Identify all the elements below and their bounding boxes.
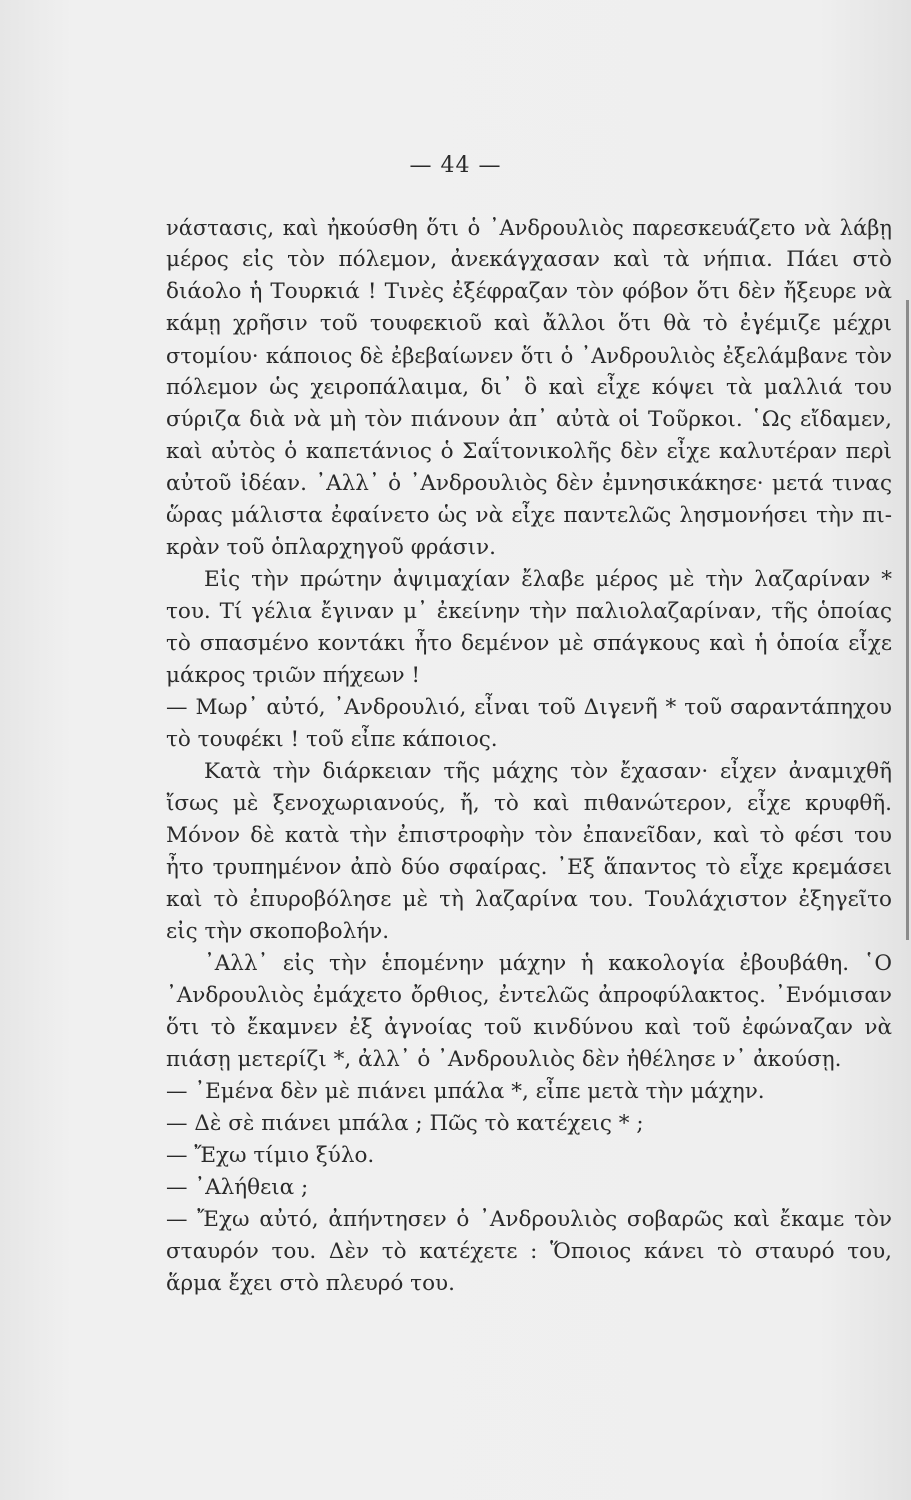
page-number: — 44 — [409, 153, 502, 178]
paragraph-start-line: Εἰς τὴν πρώτην ἀψιμαχίαν ἔλαβε μέρος μὲ τὴν λαζαρίναν * [204, 567, 892, 592]
text-line: ἴσως μὲ ξενοχωριανούς, ἤ, τὸ καὶ πιθανώτερον, εἶχε κρυφθῆ. [166, 791, 892, 816]
text-line: μέρος εἰς τὸν πόλεμον, ἀνεκάγχασαν καὶ τὰ νήπια. Πάει στὸ [166, 247, 892, 272]
text-line: ὅτι τὸ ἔκαμνεν ἐξ ἀγνοίας τοῦ κινδύνου καὶ τοῦ ἐφώναζαν νὰ [166, 1015, 892, 1040]
text-line: καὶ τὸ ἐπυροβόλησε μὲ τὴ λαζαρίνα του. Τουλάχιστον ἐξηγεῖτο [166, 887, 892, 912]
text-line: πιάσῃ μετερίζι *, ἀλλ᾿ ὁ ᾿Ανδρουλιὸς δὲν ἠθέλησε ν᾿ ἀκούσῃ. [166, 1047, 842, 1072]
text-line: τὸ σπασμένο κοντάκι ἦτο δεμένον μὲ σπάγκους καὶ ἡ ὁποία εἶχε [166, 631, 892, 656]
text-line: εἰς τὴν σκοποβολήν. [166, 919, 390, 944]
dialogue-line: — Δὲ σὲ πιάνει μπάλα ; Πῶς τὸ κατέχεις * ; [166, 1111, 644, 1136]
paragraph-start-line: ᾿Αλλ᾿ εἰς τὴν ἑπομένην μάχην ἡ κακολογία ἐβουβάθη. ῾Ο [204, 951, 892, 976]
text-line: μάκρος τριῶν πήχεων ! [166, 663, 421, 688]
page-edge-shadow [906, 300, 909, 940]
text-line: του. Τί γέλια ἔγιναν μ᾿ ἐκείνην τὴν παλιολαζαρίναν, τῆς ὁποίας [166, 599, 892, 624]
text-line: πόλεμον ὡς χειροπάλαιμα, δι᾿ ὃ καὶ εἶχε κόψει τὰ μαλλιά του [166, 375, 892, 400]
text-line: νάστασις, καὶ ἠκούσθη ὅτι ὁ ᾿Ανδρουλιὸς παρεσκευάζετο νὰ λάβῃ [166, 216, 892, 240]
dialogue-line: — ᾿Εμένα δὲν μὲ πιάνει μπάλα *, εἶπε μετὰ τὴν μάχην. [166, 1079, 765, 1104]
paragraph-start-line: Κατὰ τὴν διάρκειαν τῆς μάχης τὸν ἔχασαν· εἶχεν ἀναμιχθῆ [204, 759, 892, 784]
text-line: καὶ αὐτὸς ὁ καπετάνιος ὁ Σαΐτονικολῆς δὲν εἶχε καλυτέραν περὶ [166, 439, 892, 464]
text-line: ἦτο τρυπημένον ἀπὸ δύο σφαίρας. ᾿Εξ ἅπαντος τὸ εἶχε κρεμάσει [166, 855, 892, 880]
text-line: κρὰν τοῦ ὁπλαρχηγοῦ φράσιν. [166, 535, 496, 560]
text-line: τὸ τουφέκι ! τοῦ εἶπε κάποιος. [166, 727, 498, 752]
text-line: διάολο ἡ Τουρκιά ! Τινὲς ἐξέφραζαν τὸν φόβον ὅτι δὲν ἤξευρε νὰ [166, 279, 892, 304]
dialogue-line: — Μωρ᾿ αὐτό, ᾿Ανδρουλιό, εἶναι τοῦ Διγενῆ * τοῦ σαραντάπηχου [166, 695, 892, 720]
text-line: αὐτοῦ ἰδέαν. ᾿Αλλ᾿ ὁ ᾿Ανδρουλιὸς δὲν ἐμνησικάκησε· μετά τινας [166, 471, 892, 496]
text-line: ᾿Ανδρουλιὸς ἐμάχετο ὄρθιος, ἐντελῶς ἀπροφύλακτος. ᾿Ενόμισαν [166, 983, 892, 1008]
text-line: σύριζα διὰ νὰ μὴ τὸν πιάνουν ἀπ᾿ αὐτὰ οἱ Τοῦρκοι. ῾Ως εἴδαμεν, [166, 407, 892, 432]
dialogue-line: — Ἔχω αὐτό, ἀπήντησεν ὁ ᾿Ανδρουλιὸς σοβαρῶς καὶ ἔκαμε τὸν [166, 1207, 892, 1232]
dialogue-line: — ᾿Αλήθεια ; [166, 1175, 309, 1200]
text-line: κάμῃ χρῆσιν τοῦ τουφεκιοῦ καὶ ἄλλοι ὅτι θὰ τὸ ἐγέμιζε μέχρι [166, 311, 892, 336]
text-line: ἅρμα ἔχει στὸ πλευρό του. [166, 1271, 455, 1296]
dialogue-line: — Ἔχω τίμιο ξύλο. [166, 1143, 375, 1168]
text-line: στομίου· κάποιος δὲ ἐβεβαίωνεν ὅτι ὁ ᾿Ανδρουλιὸς ἐξελάμβανε τὸν [166, 344, 892, 368]
text-line: Μόνον δὲ κατὰ τὴν ἐπιστροφὴν τὸν ἐπανεῖδαν, καὶ τὸ φέσι του [166, 823, 892, 848]
text-line: ὥρας μάλιστα ἐφαίνετο ὡς νὰ εἶχε παντελῶς λησμονήσει τὴν πι- [166, 503, 892, 528]
text-line: σταυρόν του. Δὲν τὸ κατέχετε : Ὅποιος κάνει τὸ σταυρό του, [166, 1239, 892, 1264]
